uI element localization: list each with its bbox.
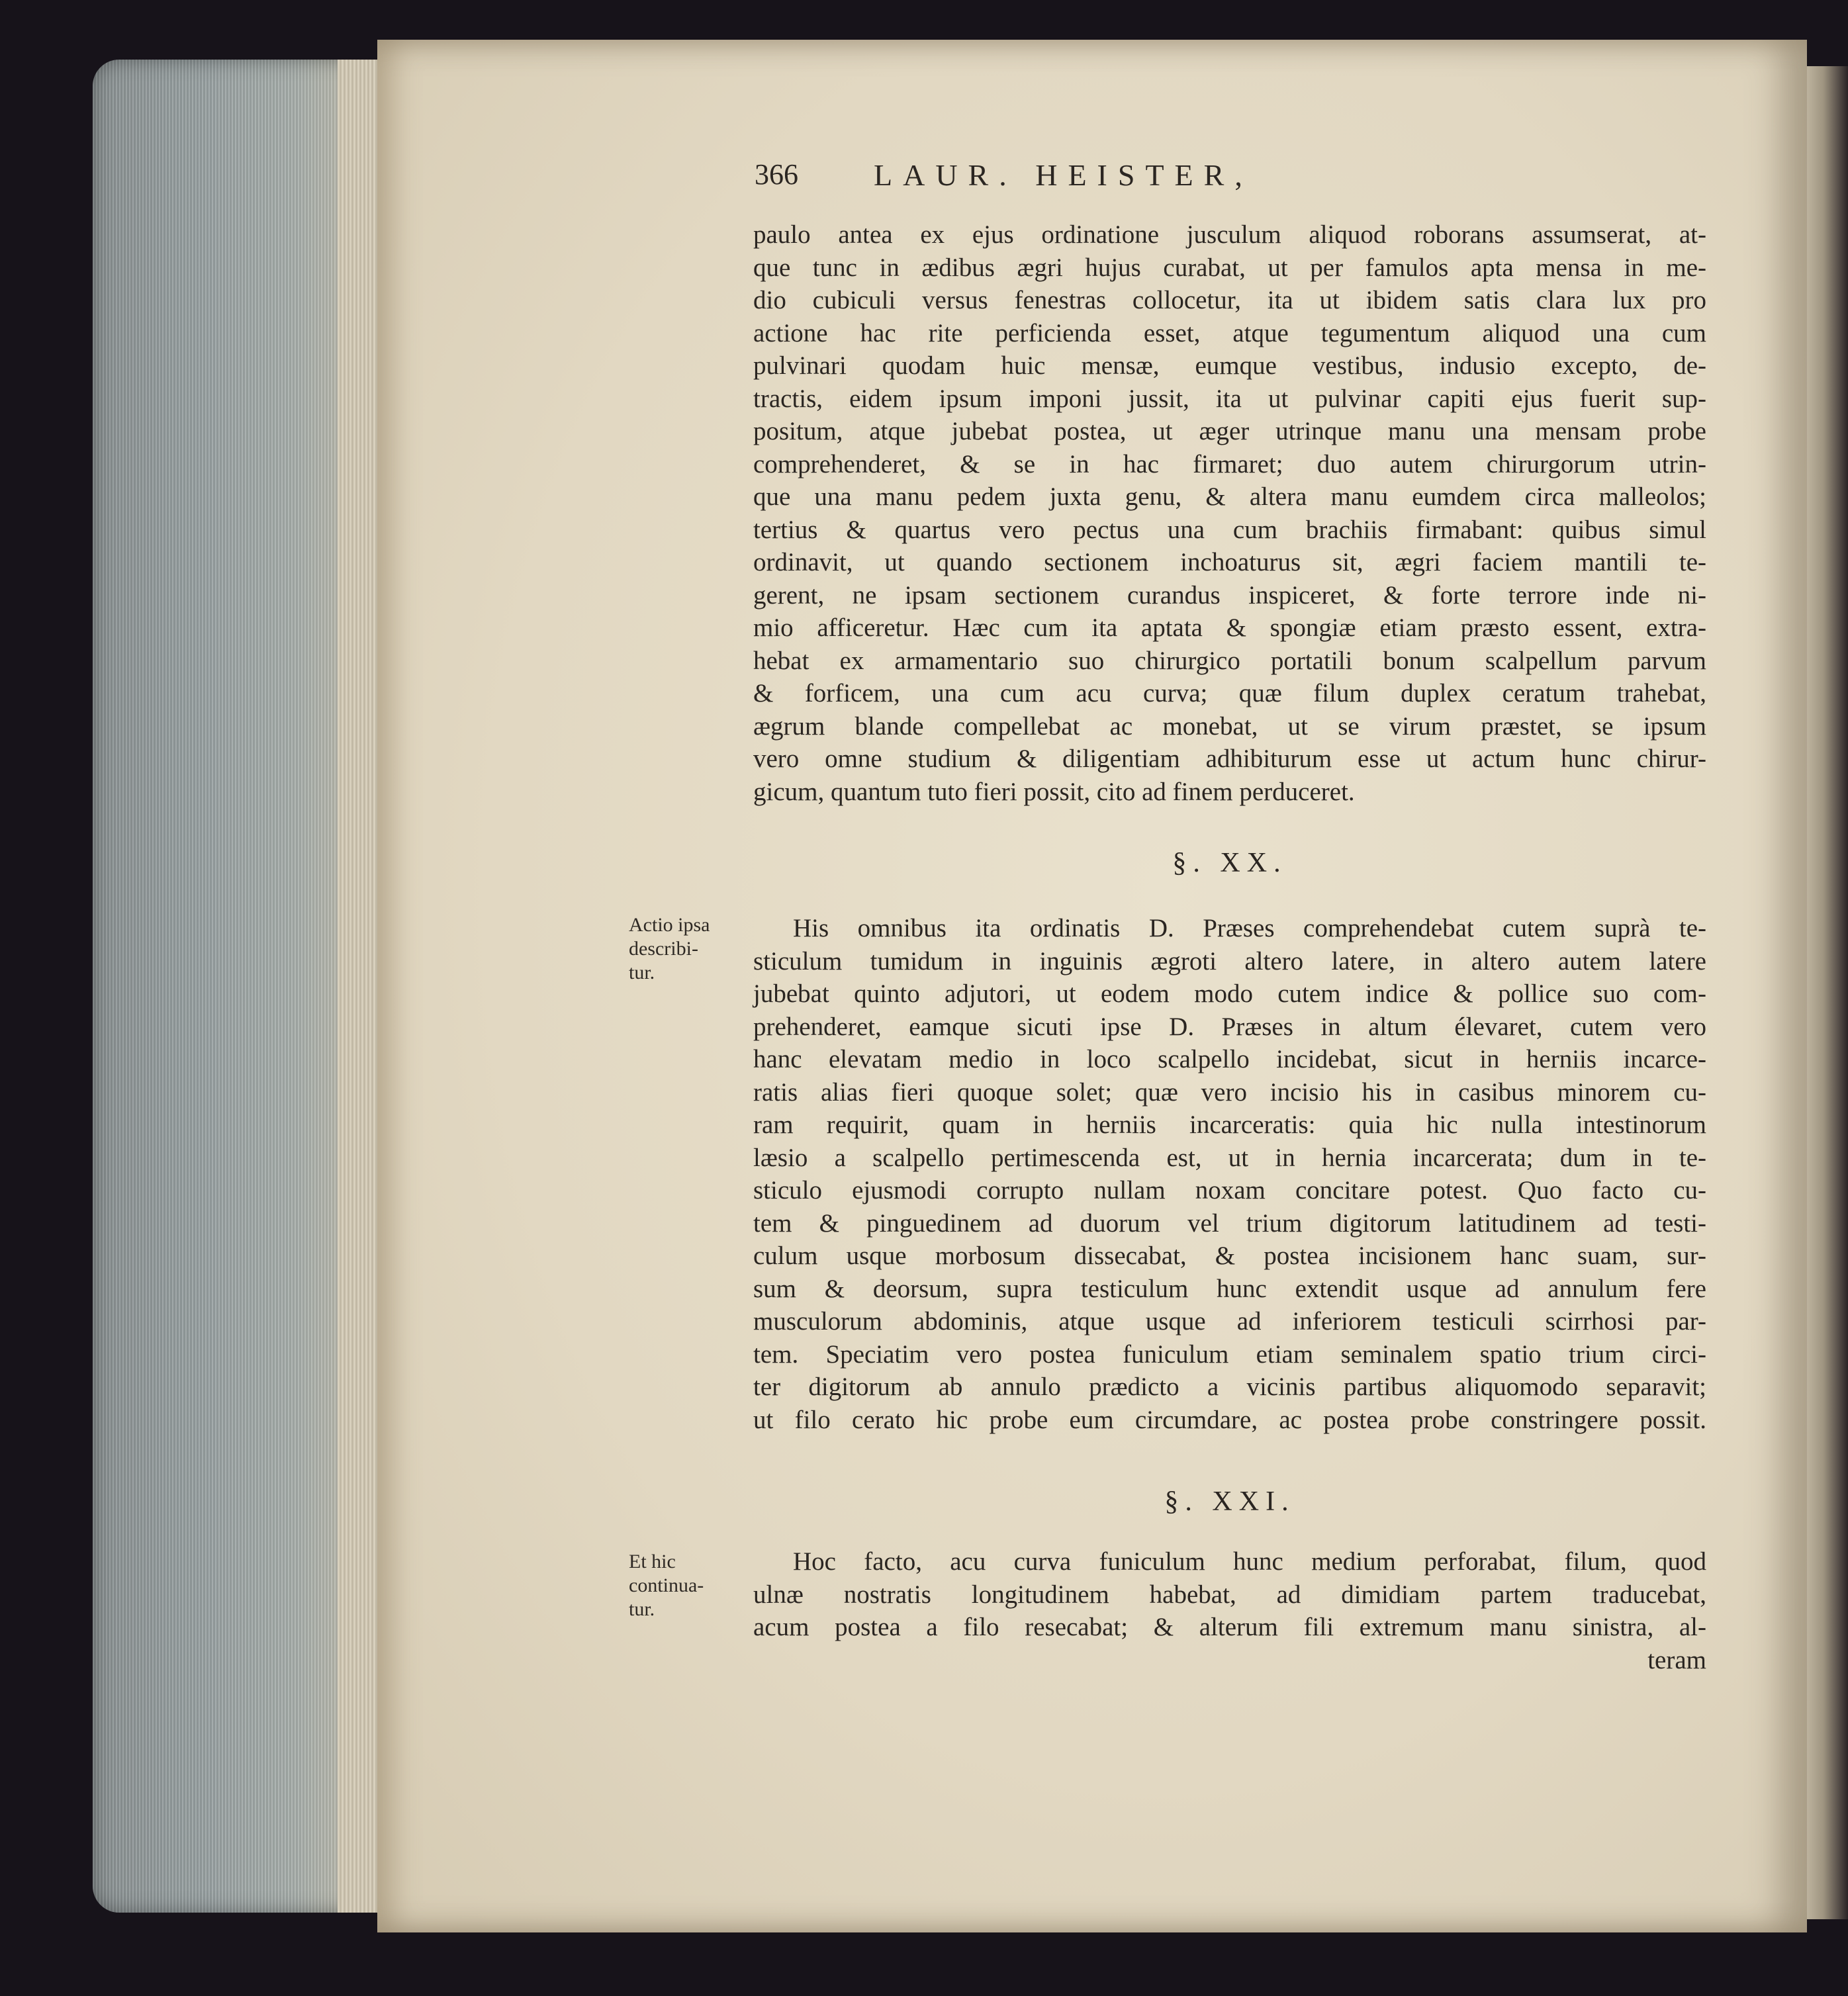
- text-line: prehenderet, eamque sicuti ipse D. Præses in altum élevaret, cutem vero: [753, 1012, 1706, 1041]
- text-line: sticulum tumidum in inguinis ægroti altero latere, in altero autem latere: [753, 946, 1706, 975]
- marginal-note-line: Actio ipsa: [629, 914, 710, 936]
- section-xx-paragraph: [753, 912, 1706, 1436]
- marginal-note-xx: [629, 913, 751, 985]
- text-line: ulnæ nostratis longitudinem habebat, ad dimidiam partem traducebat,: [753, 1580, 1706, 1609]
- text-line: ut filo cerato hic probe eum circumdare, ac postea probe constringere possit.: [753, 1405, 1706, 1434]
- text-line: positum, atque jubebat postea, ut æger utrinque manu una mensam probe: [753, 417, 1706, 445]
- text-line: hebat ex armamentario suo chirurgico portatili bonum scalpellum parvum: [753, 646, 1706, 675]
- text-line: vero omne studium & diligentiam adhibiturum esse ut actum hunc chirur-: [753, 745, 1706, 773]
- marginal-note-line: tur.: [629, 962, 655, 983]
- text-line: tem & pinguedinem ad duorum vel trium digitorum latitudinem ad testi-: [753, 1208, 1706, 1238]
- running-head-author: LAUR. HEISTER,: [874, 158, 1253, 192]
- section-xxi-paragraph: [753, 1545, 1706, 1676]
- text-line: Hoc facto, acu curva funiculum hunc medium perforabat, filum, quod: [793, 1547, 1706, 1576]
- marginal-note-line: tur.: [629, 1598, 655, 1620]
- section-heading-xx: §. XX.: [1172, 848, 1287, 878]
- text-line: que tunc in ædibus ægri hujus curabat, ut per famulos apta mensa in me-: [753, 253, 1706, 282]
- section-heading-xxi: §. XXI.: [1164, 1486, 1295, 1517]
- page-number: 366: [755, 158, 798, 191]
- text-line: acum postea a filo resecabat; & alterum fili extremum manu sinistra, al-: [753, 1613, 1706, 1641]
- text-line: gerent, ne ipsam sectionem curandus inspiceret, & forte terrore inde ni-: [753, 580, 1706, 610]
- marginal-note-xxi: [629, 1550, 751, 1621]
- facing-page-edge: [1807, 66, 1848, 1919]
- text-line: que una manu pedem juxta genu, & altera manu eumdem circa malleolos;: [753, 482, 1706, 511]
- page-fore-edge: [93, 60, 384, 1913]
- text-line: & forficem, una cum acu curva; quæ filum duplex ceratum trahebat,: [753, 679, 1706, 707]
- text-line: actione hac rite perficienda esset, atque tegumentum aliquod una cum: [753, 318, 1706, 347]
- text-line: pulvinari quodam huic mensæ, eumque vestibus, indusio excepto, de-: [753, 351, 1706, 380]
- text-line: sum & deorsum, supra testiculum hunc extendit usque ad annulum fere: [753, 1274, 1706, 1303]
- text-line: ratis alias fieri quoque solet; quæ vero incisio his in casibus minorem cu-: [753, 1077, 1706, 1107]
- text-line: musculorum abdominis, atque usque ad inferiorem testiculi scirrhosi par-: [753, 1307, 1706, 1336]
- marginal-note-line: Et hic: [629, 1551, 676, 1572]
- text-line: jubebat quinto adjutori, ut eodem modo cutem indice & pollice suo com-: [753, 979, 1706, 1008]
- text-line: tractis, eidem ipsum imponi jussit, ita ut pulvinar capiti ejus fuerit sup-: [753, 384, 1706, 413]
- paragraph-continuation: [753, 218, 1706, 808]
- text-line: dio cubiculi versus fenestras collocetur, ita ut ibidem satis clara lux pro: [753, 286, 1706, 314]
- text-line: sticulo ejusmodi corrupto nullam noxam concitare potest. Quo facto cu-: [753, 1176, 1706, 1204]
- text-line: ægrum blande compellebat ac monebat, ut se virum præstet, se ipsum: [753, 711, 1706, 741]
- text-line: hanc elevatam medio in loco scalpello incidebat, sicut in herniis incarce-: [753, 1045, 1706, 1073]
- text-line: tertius & quartus vero pectus una cum brachiis firmabant: quibus simul: [753, 515, 1706, 544]
- text-line: culum usque morbosum dissecabat, & postea incisionem hanc suam, sur-: [753, 1242, 1706, 1270]
- text-line: tem. Speciatim vero postea funiculum etiam seminalem spatio trium circi-: [753, 1339, 1706, 1369]
- text-line: mio afficeretur. Hæc cum ita aptata & spongiæ etiam præsto essent, extra-: [753, 613, 1706, 642]
- text-line: ter digitorum ab annulo prædicto a vicinis partibus aliquomodo separavit;: [753, 1373, 1706, 1401]
- text-line: comprehenderet, & se in hac firmaret; duo autem chirurgorum utrin-: [753, 449, 1706, 478]
- marginal-note-line: describi-: [629, 938, 698, 960]
- text-line: ram requirit, quam in herniis incarceratis: quia hic nulla intestinorum: [753, 1111, 1706, 1139]
- text-line: gicum, quantum tuto fieri possit, cito ad finem perduceret.: [753, 777, 1355, 806]
- text-line: His omnibus ita ordinatis D. Præses comprehendebat cutem suprà te-: [793, 914, 1706, 942]
- marginal-note-line: continua-: [629, 1574, 704, 1596]
- text-line: læsio a scalpello pertimescenda est, ut in hernia incarcerata; dum in te-: [753, 1143, 1706, 1172]
- text-line: ordinavit, ut quando sectionem inchoaturus sit, ægri faciem mantili te-: [753, 548, 1706, 576]
- catchword: teram: [1647, 1645, 1706, 1674]
- text-line: paulo antea ex ejus ordinatione jusculum aliquod roborans assumserat, at-: [753, 220, 1706, 249]
- running-head: [755, 158, 1721, 197]
